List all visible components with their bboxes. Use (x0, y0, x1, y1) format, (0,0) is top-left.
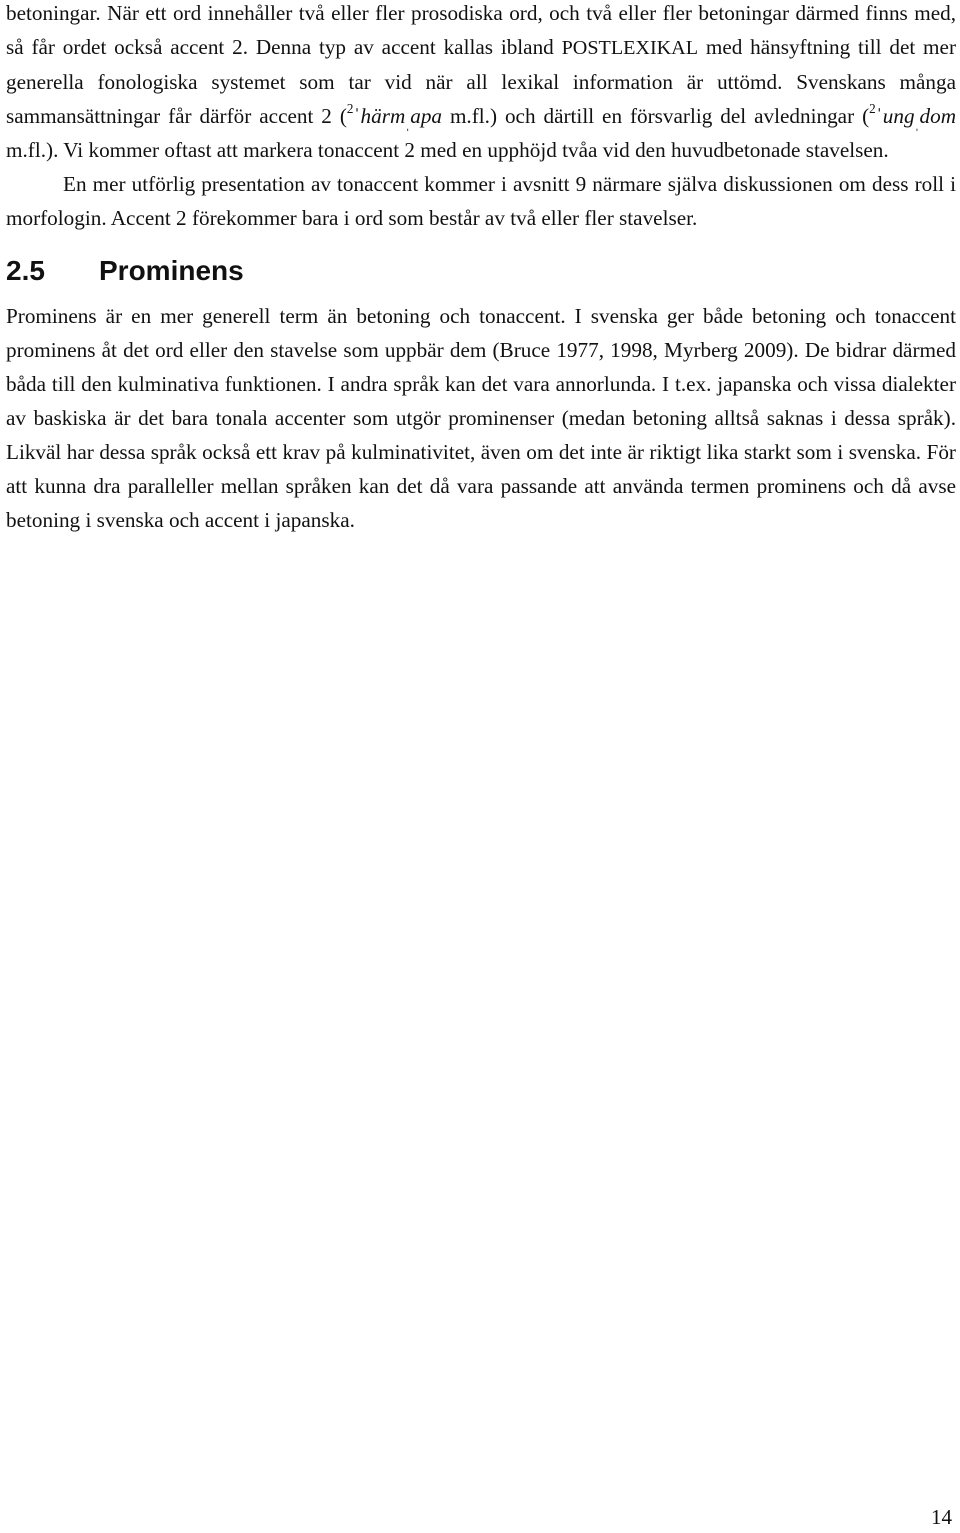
example-part: härm (360, 104, 406, 128)
example-part: ung (882, 104, 915, 128)
paragraph-text: m.fl.). Vi kommer oftast att markera tonaccent 2 med en upphöjd tvåa vid den huvudbetonade stavelsen. (6, 138, 889, 162)
secondary-stress-mark: ˌ (914, 116, 920, 133)
secondary-stress-mark: ˌ (405, 116, 411, 133)
example-part: apa (410, 104, 442, 128)
paragraph-text: betoningar. När ett ord innehåller två eller fler prosodiska ord, och två eller fler betoningar därmed finns med, så får ordet också accent 2. Denna typ av accent kallas ibland (6, 1, 956, 59)
paragraph-text: med hänsyftning till det mer generella fonologiska systemet som tar vid när all lexikal information är uttömd. Svenskans många sammansättningar får därför accent 2 ( (6, 35, 956, 128)
body-paragraph-prominens: Prominens är en mer generell term än betoning och tonaccent. I svenska ger både betoning och tonaccent prominens åt det ord eller den stavelse som uppbär dem (Bruce 1977, 1998, Myrberg 2009). De bidrar därmed båda till den kulminativa funktionen. I andra språk kan det vara annorlunda. I t.ex. japanska och vissa dialekter av baskiska är det bara tonala accenter som utgör prominenser (medan betoning alltså saknas i dessa språk). Likväl har dessa språk också ett krav på kulminativitet, även om det inte är riktigt lika starkt som i svenska. För att kunna dra paralleller mellan språken kan det då vara passande att använda termen prominens och då avse betoning i svenska och accent i japanska. (6, 304, 956, 532)
primary-stress-mark: ˈ (353, 104, 361, 128)
body-paragraph-accent2 (6, 0, 956, 167)
paragraph-text: m.fl.) och därtill en försvarlig del avledningar ( (442, 104, 870, 128)
example-word-ungdom (869, 101, 956, 133)
term-postlexikal: POSTLEXIKAL (561, 37, 699, 59)
section-heading (6, 235, 956, 299)
section-title: Prominens (99, 255, 244, 286)
tone-accent-mark: 2 (869, 101, 876, 117)
example-word-harmapa (346, 101, 442, 133)
page-number: 14 (931, 1505, 952, 1529)
section-number: 2.5 (6, 255, 45, 286)
body-paragraph-presentation: En mer utförlig presentation av tonaccent kommer i avsnitt 9 närmare själva diskussionen om dess roll i morfologin. Accent 2 förekommer bara i ord som består av två eller fler stavelser. (6, 172, 956, 230)
document-page (6, 0, 956, 537)
primary-stress-mark: ˈ (875, 104, 883, 128)
tone-accent-mark: 2 (346, 101, 354, 117)
example-part: dom (919, 104, 956, 128)
